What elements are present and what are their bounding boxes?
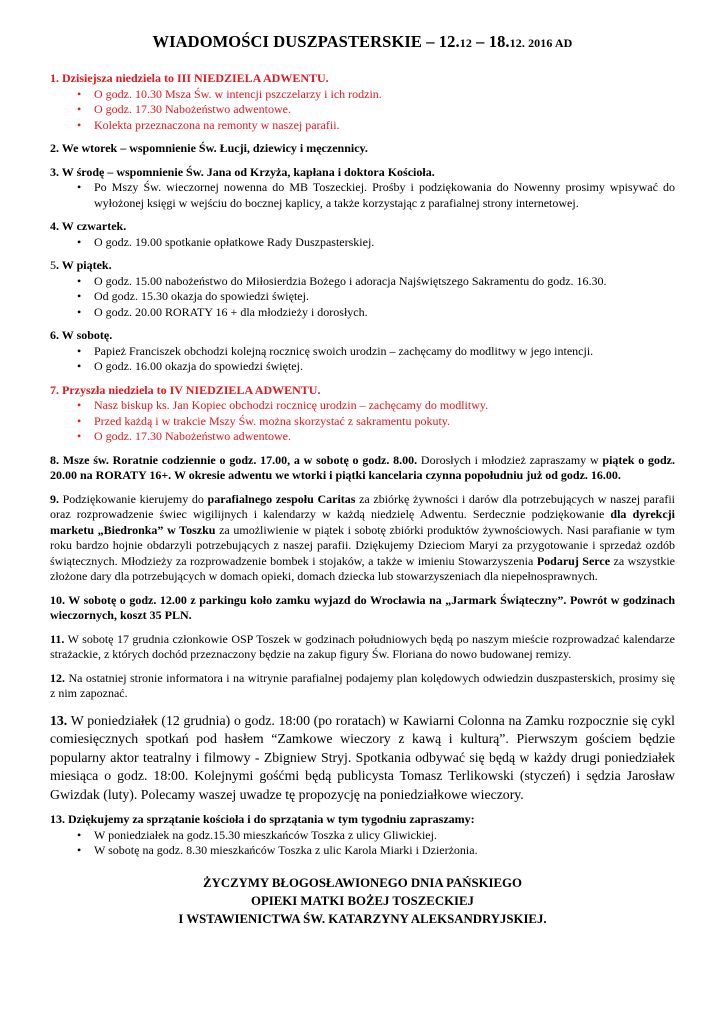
- section-7-list: [50, 398, 675, 445]
- section-4-heading: 4. W czwartek.: [50, 219, 127, 233]
- section-5-heading: [50, 258, 675, 274]
- title-main: WIADOMOŚCI DUSZPASTERSKIE – 12.: [152, 32, 460, 51]
- section-9-number: 9.: [50, 491, 59, 506]
- section-11: [50, 632, 675, 663]
- section-6-list: [50, 344, 675, 375]
- section-2: [50, 141, 675, 157]
- section-5-heading-text: . W piątek.: [56, 258, 112, 272]
- section-9-text-2: za zbiórkę żywności i darów dla potrzebujących w naszej parafii oraz rozprowadzenie świec wigilijnych i kalendarzy w każdą niedzielę Adwentu. Serdecznie podziękowanie: [50, 491, 675, 521]
- section-5-list: [50, 274, 675, 321]
- section-13-cleaning-heading: 13. Dziękujemy za sprzątanie kościoła i do sprzątania w tym tygodniu zapraszamy:: [50, 812, 475, 827]
- section-1-list: [50, 87, 675, 134]
- section-7-heading: 7. Przyszła niedziela to IV NIEDZIELA ADWENTU.: [50, 382, 321, 397]
- title-day1: 12: [459, 36, 472, 50]
- closing-blessing: [50, 875, 675, 928]
- section-9-text-1: Podziękowanie kierujemy do: [59, 491, 208, 506]
- section-4: [50, 219, 675, 250]
- section-4-list: [50, 235, 675, 251]
- list-item: • O godz. 10.30 Msza Św. w intencji pszczelarzy i ich rodzin.: [94, 87, 675, 103]
- bulletin-page: [50, 32, 675, 928]
- section-1-heading: 1. Dzisiejsza niedziela to III NIEDZIELA ADWENTU.: [50, 71, 329, 85]
- section-3-heading: 3. W środę – wspomnienie Św. Jana od Krzyża, kapłana i doktora Kościoła.: [50, 164, 435, 179]
- list-item: • Przed każdą i w trakcie Mszy Św. można skorzystać z sakramentu pokuty.: [94, 414, 675, 430]
- section-13-cleaning: [50, 812, 675, 859]
- list-item: • O godz. 19.00 spotkanie opłatkowe Rady Duszpasterskiej.: [94, 235, 675, 251]
- section-13-number: 13.: [50, 712, 68, 728]
- section-8-bold-1: 8. Msze św. Roratnie codziennie o godz. 17.00, a w sobotę o godz. 8.00.: [50, 452, 418, 467]
- section-13-text: W poniedziałek (12 grudnia) o godz. 18:00 (po roratach) w Kawiarni Colonna na Zamku rozpocznie się cykl comiesięcznych spotkań pod hasłem “Zamkowe wieczory z kawą i kulturą”. Pierwszym gościem będzie popularny aktor teatralny i filmowy - Zbigniew Stryj. Spotkania odbywać się będą w każdy drugi poniedziałek miesiąca o godz. 18:00. Kolejnymi gośćmi będą publicysta Tomasz Terlikowski (styczeń) i sędzia Jarosław Gwizdak (luty). Polecamy waszej uwadze tę propozycję na poniedziałkowe wieczory.: [50, 712, 675, 802]
- section-6-heading: 6. W sobotę.: [50, 328, 113, 342]
- section-6: [50, 328, 675, 375]
- section-5: [50, 258, 675, 320]
- list-item: • O godz. 15.00 nabożeństwo do Miłosierdzia Bożego i adoracja Najświętszego Sakramentu do godz. 16.30.: [94, 274, 675, 290]
- section-8: [50, 453, 675, 484]
- list-item: • O godz. 17.30 Nabożeństwo adwentowe.: [94, 102, 675, 118]
- section-13-cleaning-list: [50, 828, 675, 859]
- section-7: [50, 383, 675, 445]
- section-9-text-4: za wszystkie złożone dary dla potrzebujących w domach opieki, domach dziecka lub stowarzyszeniach dla niepełnosprawnych.: [50, 553, 676, 583]
- section-9-podaruj-serce: Podaruj Serce: [536, 553, 611, 568]
- list-item: • W poniedziałek na godz.15.30 mieszkańców Toszka z ulicy Gliwickiej.: [94, 828, 675, 844]
- section-1: [50, 71, 675, 133]
- section-13: [50, 712, 675, 805]
- section-9-text-3: za umożliwienie w piątek i sobotę zbiórki produktów żywnościowych. Nasi parafianie w tym roku bardzo hojnie obdarzyli potrzebujących z naszej parafii. Dziękujemy Dzieciom Maryi za przygotowanie i sprzedaż ozdób świątecznych. Młodzieży za rozprowadzenie bombek i stojaków, a także w imieniu Stowarzyszenia: [50, 522, 676, 568]
- section-12-text: Na ostatniej stronie informatora i na witrynie parafialnej podajemy plan kolędowych odwiedzin duszpasterskich, prosimy się z nim zapoznać.: [50, 670, 675, 700]
- section-12: [50, 671, 675, 702]
- list-item: • O godz. 17.30 Nabożeństwo adwentowe.: [94, 429, 675, 445]
- list-item: • Kolekta przeznaczona na remonty w naszej parafii.: [94, 118, 675, 134]
- section-8-text-1: Dorosłych i młodzież zapraszamy w: [417, 452, 603, 467]
- list-item: • Nasz biskup ks. Jan Kopiec obchodzi rocznicę urodzin – zachęcamy do modlitwy.: [94, 398, 675, 414]
- section-10: 10. W sobotę o godz. 12.00 z parkingu koło zamku wyjazd do Wrocławia na „Jarmark Świąteczny”. Powrót w godzinach wieczornych, koszt 35 PLN.: [50, 592, 675, 622]
- closing-line: OPIEKI MATKI BOŻEJ TOSZECKIEJ: [251, 893, 474, 908]
- section-11-number: 11.: [50, 631, 65, 646]
- section-5-number: 5: [50, 258, 56, 272]
- list-item: • Po Mszy Św. wieczornej nowenna do MB Toszeckiej. Prośby i podziękowania do Nowenny prosimy wpisywać do wyłożonej księgi w wejściu do bocznej kaplicy, a także korzystając z parafialnej strony internetowej.: [94, 180, 675, 211]
- list-item: • O godz. 16.00 okazja do spowiedzi świętej.: [94, 359, 675, 375]
- section-11-text: W sobotę 17 grudnia członkowie OSP Toszek w godzinach południowych będą po naszym mieście rozprowadzać kalendarze strażackie, z których dochód przeznaczony będzie na zakup figury Św. Floriana do nowo budowanej remizy.: [50, 631, 675, 661]
- list-item: • O godz. 20.00 RORATY 16 + dla młodzieży i dorosłych.: [94, 305, 675, 321]
- section-9: [50, 492, 675, 585]
- section-8-bold-2: piątek o godz. 20.00 na RORATY 16+. W okresie adwentu we wtorki i piątki kancelaria czynna popołudniu już od godz. 16.00.: [50, 452, 675, 482]
- closing-line: I WSTAWIENICTWA ŚW. KATARZYNY ALEKSANDRYJSKIEJ.: [178, 911, 547, 926]
- title-day2: 12. 2016 AD: [509, 36, 573, 50]
- title-sep: – 18.: [471, 32, 510, 51]
- section-3: [50, 165, 675, 212]
- section-12-number: 12.: [50, 670, 65, 685]
- section-9-caritas: parafialnego zespołu Caritas: [207, 491, 356, 506]
- list-item: • Papież Franciszek obchodzi kolejną rocznicę swoich urodzin – zachęcamy do modlitwy w jego intencji.: [94, 344, 675, 360]
- list-item: • W sobotę na godz. 8.30 mieszkańców Toszka z ulic Karola Miarki i Dzierżonia.: [94, 843, 675, 859]
- page-title: [50, 32, 675, 52]
- section-3-list: [50, 180, 675, 211]
- closing-line: ŻYCZYMY BŁOGOSŁAWIONEGO DNIA PAŃSKIEGO: [203, 875, 522, 890]
- list-item: • Od godz. 15.30 okazja do spowiedzi świętej.: [94, 289, 675, 305]
- section-2-heading: 2. We wtorek – wspomnienie Św. Łucji, dziewicy i męczennicy.: [50, 141, 368, 155]
- section-9-biedronka: dla dyrekcji marketu „Biedronka” w Toszku: [50, 507, 676, 537]
